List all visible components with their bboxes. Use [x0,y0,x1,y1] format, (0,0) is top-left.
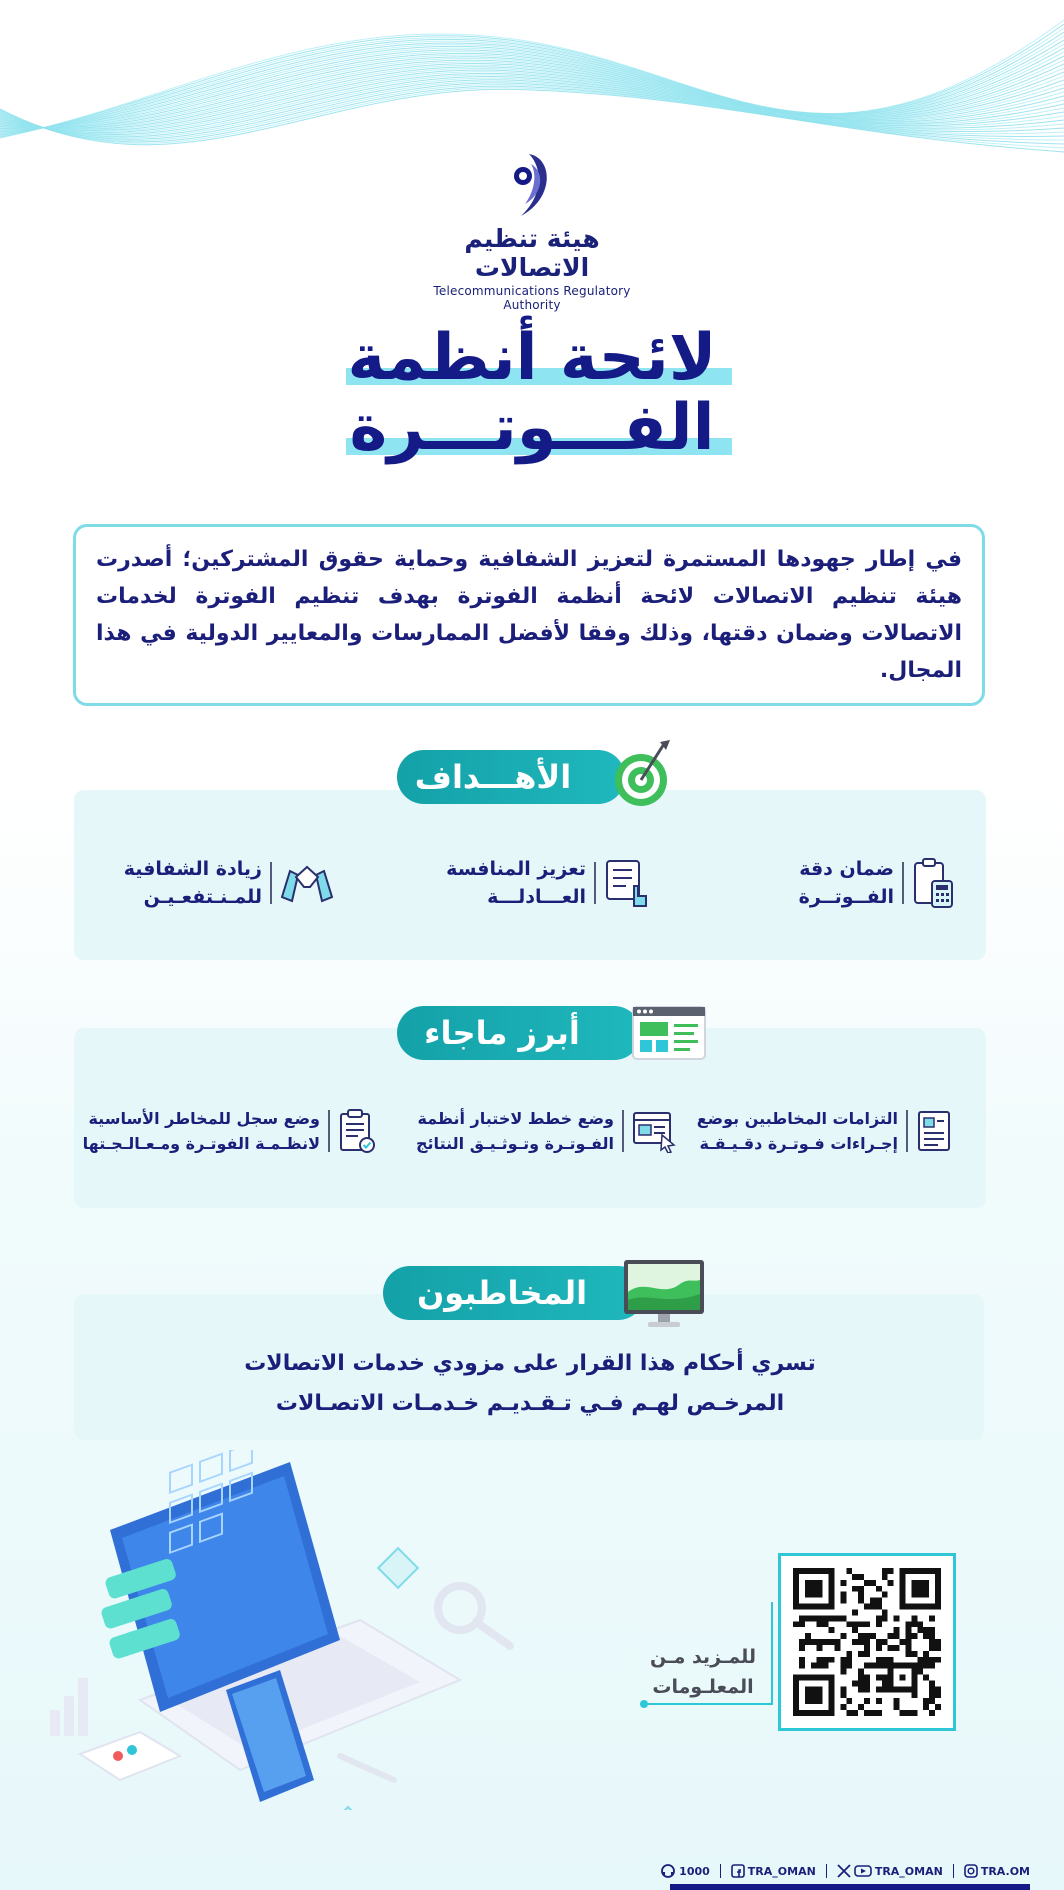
qr-module [876,1686,882,1692]
qr-module [840,1592,846,1598]
qr-module [805,1615,811,1621]
qr-module [823,1639,829,1645]
highlight-text [83,1106,320,1156]
qr-module [900,1710,906,1716]
qr-module [876,1598,882,1604]
qr-module [917,1627,923,1633]
qr-module [840,1669,846,1675]
qr-module [858,1633,864,1639]
qr-module [805,1686,823,1704]
qr-module [823,1621,829,1627]
qr-module [799,1645,805,1651]
qr-module [858,1675,864,1681]
qr-module [840,1692,846,1698]
qr-module [799,1615,805,1621]
footer-phone[interactable] [660,1863,710,1879]
qr-module [917,1663,923,1669]
page-title-line-2: الفـــوتـــرة [349,391,715,465]
audience-text [120,1344,940,1424]
qr-module [882,1663,888,1669]
qr-module [882,1592,888,1598]
tra-emblem-icon [509,150,555,220]
qr-module [840,1704,846,1710]
qr-module [817,1615,823,1621]
qr-module [823,1615,829,1621]
qr-module [894,1627,900,1633]
goal-item-transparency [124,855,334,911]
qr-module [935,1692,941,1698]
qr-module [858,1574,864,1580]
qr-module [905,1621,911,1627]
qr-module [805,1580,823,1598]
qr-module [882,1639,888,1645]
qr-module [793,1621,799,1627]
qr-module [923,1627,929,1633]
qr-module [799,1639,805,1645]
goal-line-2: الفــوتــرة [798,886,894,908]
qr-module [811,1663,817,1669]
footer-bar [670,1884,1030,1890]
qr-module [846,1663,852,1669]
qr-module [876,1657,882,1663]
qr-module [935,1645,941,1651]
youtube-icon [854,1864,872,1878]
footer-instagram-text: TRA.OM [980,1864,1030,1878]
phone-headset-icon [660,1863,676,1879]
qr-module [864,1710,870,1716]
footer-separator [720,1864,721,1878]
qr-module [805,1639,811,1645]
qr-module [911,1621,917,1627]
qr-module [935,1639,941,1645]
qr-module [799,1663,805,1669]
intro-box [73,524,985,706]
qr-module [905,1710,911,1716]
qr-module [923,1651,929,1657]
qr-module [840,1633,846,1639]
qr-module [852,1627,858,1633]
qr-module [864,1675,870,1681]
qr-module [923,1675,929,1681]
page-title-line-1: لائحة أنظمة [347,321,717,395]
logo-name-arabic: هيئة تنظيم الاتصالات [464,224,600,282]
qr-module [900,1639,906,1645]
qr-module [834,1639,840,1645]
qr-more-info-label [640,1642,766,1702]
qr-module [811,1615,817,1621]
qr-module [876,1645,882,1651]
qr-module [864,1645,870,1651]
goal-separator [270,862,272,904]
goal-line-1: زيادة الشفافية [123,858,262,880]
x-logo-icon [837,1864,851,1878]
qr-module [911,1615,917,1621]
qr-module [923,1698,929,1704]
qr-module [929,1680,935,1686]
qr-module [829,1639,835,1645]
qr-module [935,1657,941,1663]
qr-module [905,1627,911,1633]
qr-module [846,1657,852,1663]
goal-line-1: ضمان دقة [799,858,894,880]
qr-module [888,1580,894,1586]
qr-module [929,1633,935,1639]
qr-module [864,1663,870,1669]
qr-module [870,1633,876,1639]
qr-module [882,1675,888,1681]
qr-module [917,1621,923,1627]
highlight-item-testing-plans [416,1106,678,1156]
qr-module [876,1639,882,1645]
qr-module [911,1633,917,1639]
highlight-line-1: وضع خطط لاختبار أنظمة [417,1109,614,1128]
highlight-text [416,1106,614,1156]
qr-module [858,1621,864,1627]
qr-module [929,1639,935,1645]
qr-module [935,1704,941,1710]
highlight-text [697,1106,898,1156]
goal-text [124,855,262,911]
qr-module [840,1663,846,1669]
qr-module [840,1598,846,1604]
browser-cursor-icon [632,1109,678,1153]
qr-module [870,1710,876,1716]
qr-module [882,1680,888,1686]
qr-module [852,1586,858,1592]
goal-line-2: للمـنـتفعـيـن [143,886,262,908]
qr-module [864,1680,870,1686]
calculator-clipboard-icon [912,857,956,909]
qr-label-line-2: المعلـومات [652,1676,754,1698]
goal-text [446,855,586,911]
qr-module [864,1639,870,1645]
goal-text [799,855,894,911]
qr-module [858,1651,864,1657]
highlight-item-risk-register [83,1106,376,1156]
qr-module [923,1704,929,1710]
footer-instagram[interactable] [964,1864,1030,1878]
qr-module [876,1675,882,1681]
qr-module [858,1598,864,1604]
checklist-hand-icon [604,858,650,908]
qr-module [817,1657,823,1663]
tra-logo [412,150,652,312]
qr-module [935,1686,941,1692]
goals-heading [397,750,625,804]
qr-module [870,1604,876,1610]
audience-heading-text: المخاطبون [416,1274,588,1312]
qr-module [846,1621,852,1627]
qr-module [882,1609,888,1615]
qr-module [923,1663,929,1669]
qr-module [876,1604,882,1610]
qr-module [911,1692,917,1698]
qr-module [929,1663,935,1669]
qr-module [840,1657,846,1663]
qr-module [894,1633,900,1639]
qr-module [882,1657,888,1663]
highlight-line-1: التزامات المخاطبين بوضع [696,1109,898,1128]
qr-module [876,1710,882,1716]
qr-module [852,1680,858,1686]
highlight-separator [328,1110,330,1152]
qr-module [900,1675,906,1681]
qr-module [858,1639,864,1645]
qr-module [929,1710,935,1716]
goal-separator [594,862,596,904]
highlight-separator [622,1110,624,1152]
qr-module [864,1686,870,1692]
qr-module [834,1645,840,1651]
goal-separator [902,862,904,904]
qr-module [834,1615,840,1621]
qr-module [817,1663,823,1669]
qr-label-line-1: للمـزيد مـن [649,1646,757,1668]
qr-module [829,1657,835,1663]
qr-module [858,1669,864,1675]
qr-module [876,1621,882,1627]
qr-module [882,1615,888,1621]
goal-line-2: العـــادلـــة [487,886,586,908]
qr-module [905,1639,911,1645]
qr-module [858,1586,864,1592]
qr-module [864,1633,870,1639]
highlights-heading [397,1006,641,1060]
qr-module [929,1627,935,1633]
audience-line-2: المرخـص لهـم فـي تـقـديـم خـدمـات الاتصـالات [275,1391,785,1416]
clipboard-check-icon [338,1108,376,1154]
highlight-line-2: لانظـمـة الفوتـرة ومـعـالـجـتها [82,1134,320,1153]
qr-module [882,1568,888,1574]
qr-module [894,1615,900,1621]
qr-module [882,1574,888,1580]
qr-module [852,1639,858,1645]
qr-module [888,1657,894,1663]
qr-module [858,1680,864,1686]
footer-x[interactable] [837,1864,943,1878]
goals-heading-text: الأهـــداف [414,758,572,796]
qr-module [917,1657,923,1663]
footer-facebook-text: TRA_OMAN [747,1864,816,1878]
qr-code-icon[interactable] [793,1568,941,1716]
qr-module [917,1669,923,1675]
qr-module [840,1580,846,1586]
highlight-separator [906,1110,908,1152]
qr-module [870,1580,876,1586]
footer-separator [953,1864,954,1878]
qr-module [805,1633,811,1639]
goal-item-billing-accuracy [799,855,956,911]
qr-module [817,1639,823,1645]
highlight-item-accurate-procedures [697,1106,952,1156]
qr-module [852,1621,858,1627]
qr-module [840,1686,846,1692]
qr-module [905,1633,911,1639]
qr-module [799,1657,805,1663]
audience-line-1: تسري أحكام هذا القرار على مزودي خدمات الاتصالات [244,1351,816,1376]
qr-module [905,1645,911,1651]
qr-module [929,1692,935,1698]
facebook-icon [731,1864,745,1878]
qr-code-frame[interactable] [778,1553,956,1731]
qr-module [829,1615,835,1621]
highlights-heading-text: أبرز ماجاء [424,1014,580,1052]
qr-module [894,1704,900,1710]
qr-module [846,1698,852,1704]
instagram-icon [964,1864,978,1878]
qr-module [888,1568,894,1574]
qr-module [846,1651,852,1657]
highlight-line-2: إجـراءات فـوتـرة دقـيـقـة [699,1134,898,1153]
qr-module [846,1568,852,1574]
qr-module [823,1657,829,1663]
qr-module [894,1645,900,1651]
qr-module [852,1609,858,1615]
qr-module [858,1686,864,1692]
qr-module [870,1663,876,1669]
handshake-icon [280,861,334,905]
qr-module [864,1651,870,1657]
qr-module [870,1598,876,1604]
goal-item-fair-competition [446,855,650,911]
qr-module [817,1645,823,1651]
qr-module [929,1657,935,1663]
qr-module [840,1615,846,1621]
qr-module [864,1698,870,1704]
qr-module [829,1627,835,1633]
target-icon [612,738,674,808]
qr-module [811,1639,817,1645]
qr-module [929,1645,935,1651]
footer-separator [826,1864,827,1878]
qr-module [864,1621,870,1627]
qr-module [846,1710,852,1716]
audience-heading [383,1266,645,1320]
qr-module [911,1651,917,1657]
highlight-line-2: الفـوتـرة وتـوثـيـق النتائج [416,1134,614,1153]
qr-module [882,1686,888,1692]
qr-module [876,1586,882,1592]
qr-module [894,1698,900,1704]
laptop-phone-illustration [40,1450,530,1810]
monitor-icon [622,1258,706,1330]
qr-module [929,1615,935,1621]
goal-line-1: تعزيز المنافسة [446,858,586,880]
intro-text: في إطار جهودها المستمرة لتعزيز الشفافية وحماية حقوق المشتركين؛ أصدرت هيئة تنظيم الاتصالات لائحة أنظمة الفوترة بهدف تنظيم الفوترة لخدمات الاتصالات وضمان دقتها، وذلك وفقا لأفضل الممارسات والمعايير الدولية في هذا المجال. [96,547,962,683]
qr-module [876,1698,882,1704]
highlight-line-1: وضع سجل للمخاطر الأساسية [88,1109,320,1128]
footer-youtube-text: TRA_OMAN [874,1864,943,1878]
qr-module [911,1710,917,1716]
qr-module [858,1704,864,1710]
qr-module [876,1615,882,1621]
qr-module [876,1663,882,1669]
qr-module [858,1592,864,1598]
qr-module [852,1710,858,1716]
qr-module [817,1621,823,1627]
qr-module [888,1633,894,1639]
qr-module [823,1663,829,1669]
qr-module [888,1645,894,1651]
qr-module [923,1633,929,1639]
web-page-icon [632,1006,706,1060]
footer-facebook[interactable] [731,1864,816,1878]
qr-module [864,1604,870,1610]
qr-module [929,1698,935,1704]
qr-module [799,1621,805,1627]
qr-module [911,1580,929,1598]
document-icon [916,1109,952,1153]
logo-name-english: Telecommunications Regulatory Authority [433,284,631,312]
qr-module [905,1651,911,1657]
qr-module [852,1574,858,1580]
qr-module [864,1580,870,1586]
qr-module [923,1657,929,1663]
qr-module [929,1686,935,1692]
footer-phone-text: 1000 [679,1864,710,1878]
